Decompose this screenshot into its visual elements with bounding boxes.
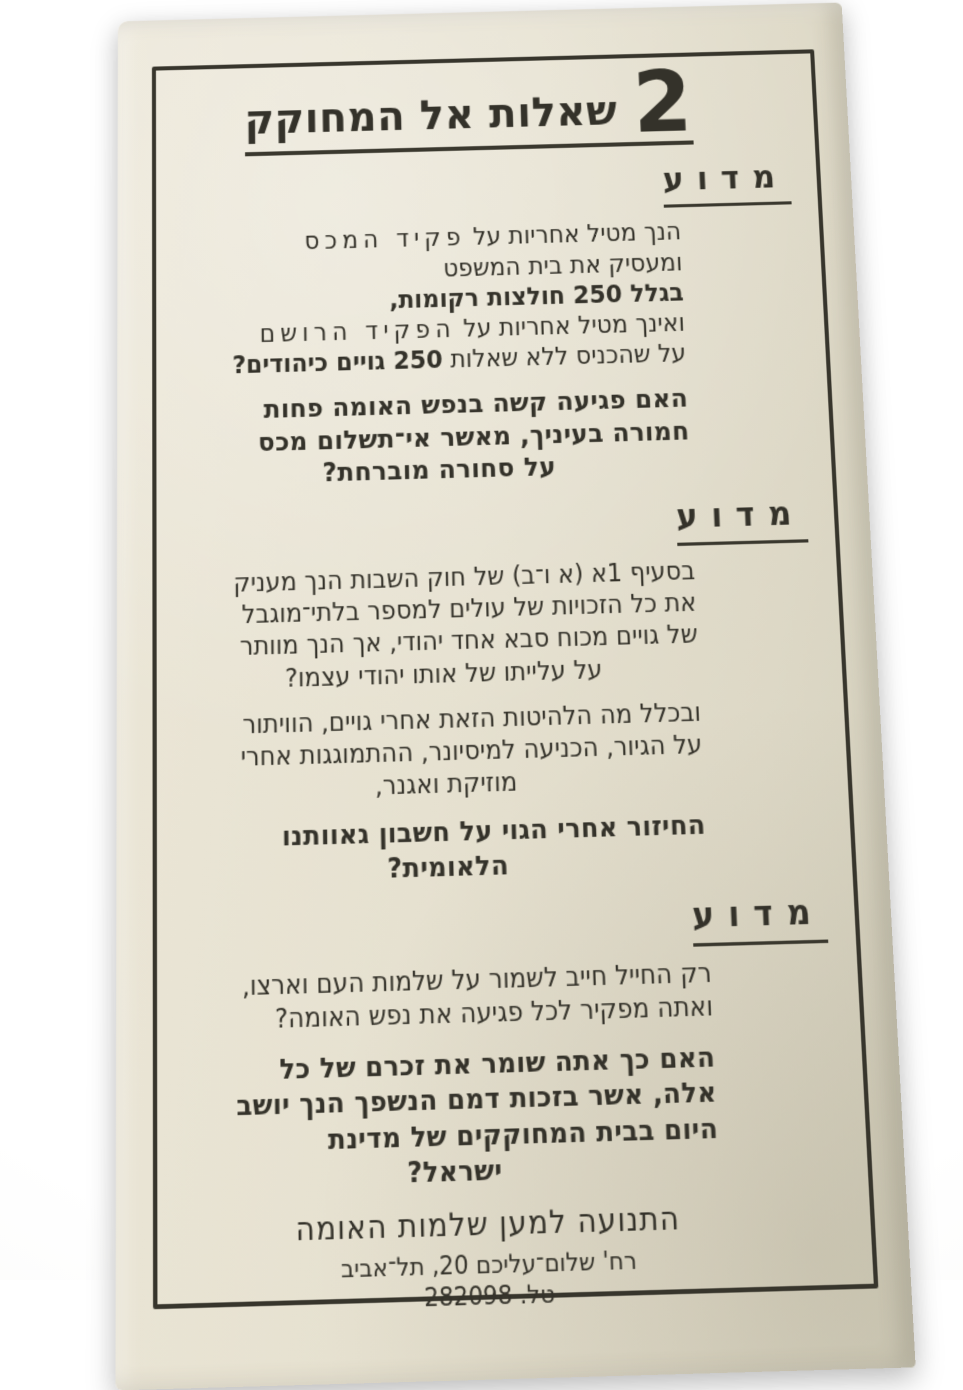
body-line: ואתה מפקיר לכל פגיעה את נפש האומה? [274, 992, 714, 1036]
body-line-bold: על סחורה מוברחת? [322, 451, 557, 489]
body-line: ומעסיק את בית המשפט [442, 249, 683, 283]
section-1-heading: מדוע [662, 159, 792, 208]
text-segment: ואינך מטיל אחריות על [455, 309, 686, 344]
body-line-bold: האם כך אתה שומר את זכרם של כל [279, 1040, 716, 1086]
body-line-bold: החיזור אחרי הגוי על חשבון גאוותנו [281, 809, 707, 853]
body-line: מוזיקת ואגנר, [374, 768, 518, 802]
body-line-bold: חמורה בעיניך, מאשר אי־תשלום מכס [257, 415, 690, 458]
text-segment: על שהכניס ללא שאלות [442, 340, 687, 375]
body-line-bold: אלה, אשר בזכות דמם הנשפך הנך יושב [236, 1075, 718, 1123]
body-line-bold: הלאומית? [387, 849, 510, 885]
title-text: שאלות אל המחוקק [244, 88, 619, 145]
body-line: בסעיף 1א (א ו־ב) של חוק השבות הנך מעניק [233, 557, 696, 599]
footer-address: רח' שלום־עליכם 20, תל־אביב [340, 1245, 638, 1283]
section-2-heading: מדוע [675, 494, 808, 546]
leaflet-title [244, 51, 694, 157]
text-segment: הנך מטיל אחריות על [465, 219, 682, 252]
footer [295, 1200, 683, 1315]
body-line: של גויים מכוח סבא אחד יהודי, אך הנך מוותר [239, 620, 699, 662]
border-frame [152, 49, 878, 1312]
section-3-heading: מדוע [691, 892, 828, 947]
leaflet-content [156, 53, 875, 1319]
body-line: על עלייתו של אותו יהודי עצמו? [284, 655, 603, 693]
body-line: את כל הזכויות של עולים למספר בלתי־מוגבל [241, 589, 697, 630]
section-2-paragraph-2 [188, 697, 704, 809]
body-line-bold: בגלל 250 חולצות רקומות, [389, 279, 685, 315]
emphasis-segment: 250 גויים כיהודים? [232, 346, 444, 380]
section-3-paragraph-2 [190, 1039, 721, 1197]
section-1-paragraph-1 [187, 218, 687, 383]
body-line-bold: היום בבית המחוקקים של מדינת [327, 1111, 719, 1156]
body-line-bold: ישראל? [406, 1153, 503, 1190]
leaflet-paper [115, 3, 915, 1390]
section-2-paragraph-1 [188, 556, 700, 698]
title-number: 2 [631, 51, 694, 153]
footer-phone: טל. 282098 [423, 1279, 556, 1312]
emphasis-segment: פקיד המכס [304, 224, 466, 256]
body-line: ובכלל מה הלהיטות הזאת אחרי גויים, הוויתור [242, 698, 702, 740]
section-2-paragraph-3 [189, 808, 708, 891]
body-line: רק החייל חייב לשמור על שלמות העם וארצו, [241, 959, 713, 1003]
emphasis-segment: הפקיד הרושם [259, 315, 457, 349]
body-line: על הגיור, הכניעה למיסיונר, ההתמוגגות אחרי [240, 730, 703, 773]
section-1-paragraph-2 [187, 383, 691, 494]
footer-org: התנועה למען שלמות האומה [295, 1200, 681, 1249]
section-3-paragraph-1 [189, 958, 713, 1040]
body-line-bold: האם פגיעה קשה בנפש האומה פחות [263, 383, 689, 425]
